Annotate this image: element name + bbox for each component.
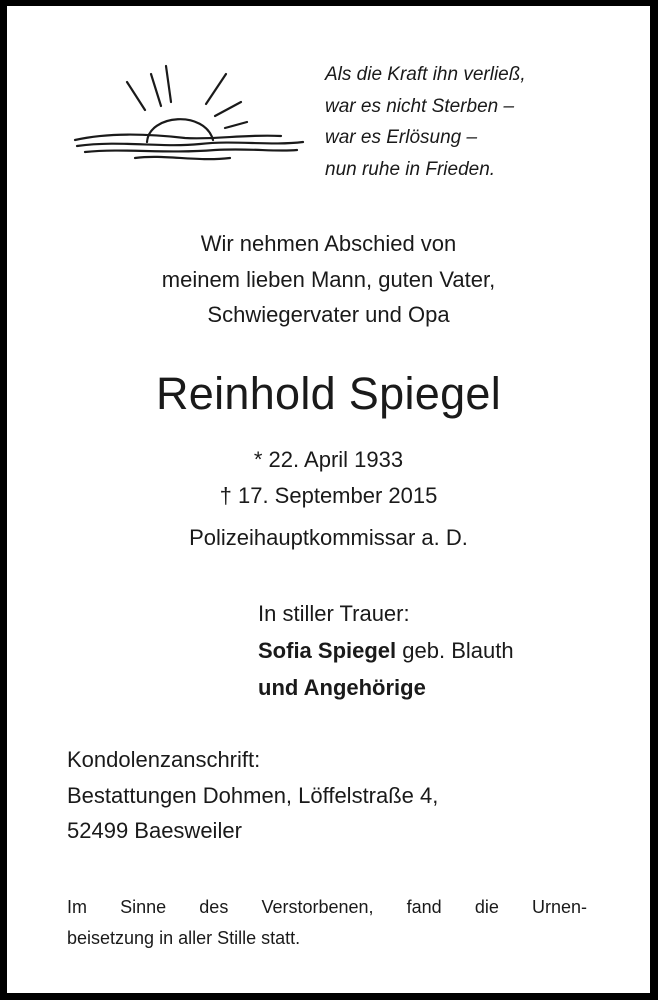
mourners <box>258 595 514 706</box>
widow-name: Sofia Spiegel <box>258 638 397 663</box>
condolence-address <box>67 742 438 849</box>
life-dates <box>7 442 650 514</box>
relatives: und Angehörige <box>258 675 426 700</box>
burial-note <box>67 892 587 954</box>
intro-line: Wir nehmen Abschied von <box>200 231 457 256</box>
sunset-icon <box>65 54 305 182</box>
deceased-title: Polizeihauptkommissar a. D. <box>189 525 468 550</box>
mourners-heading: In stiller Trauer: <box>258 601 410 626</box>
obituary-card <box>7 6 650 993</box>
verse <box>325 59 625 185</box>
death-date: † 17. September 2015 <box>219 483 438 508</box>
verse-line: war es Erlösung – <box>325 127 478 148</box>
widow-maiden-name: geb. Blauth <box>396 638 514 663</box>
widow-line <box>258 632 514 669</box>
address-line: 52499 Baesweiler <box>67 818 242 843</box>
verse-line: war es nicht Sterben – <box>325 95 515 117</box>
address-line: Bestattungen Dohmen, Löffelstraße 4, <box>67 782 439 808</box>
deceased-name: Reinhold Spiegel <box>155 368 502 419</box>
note-line: beisetzung in aller Stille statt. <box>67 928 301 948</box>
verse-line: Als die Kraft ihn verließ, <box>325 64 526 85</box>
verse-line: nun ruhe in Frieden. <box>325 158 496 180</box>
intro-line: meinem lieben Mann, guten Vater, <box>161 266 496 292</box>
note-line: Im Sinne des Verstorbenen, fand die Urnen- <box>67 897 587 917</box>
condolence-heading: Kondolenzanschrift: <box>67 747 261 772</box>
birth-date: * 22. April 1933 <box>253 447 404 472</box>
farewell-intro <box>7 226 650 333</box>
intro-line: Schwiegervater und Opa <box>207 302 450 327</box>
